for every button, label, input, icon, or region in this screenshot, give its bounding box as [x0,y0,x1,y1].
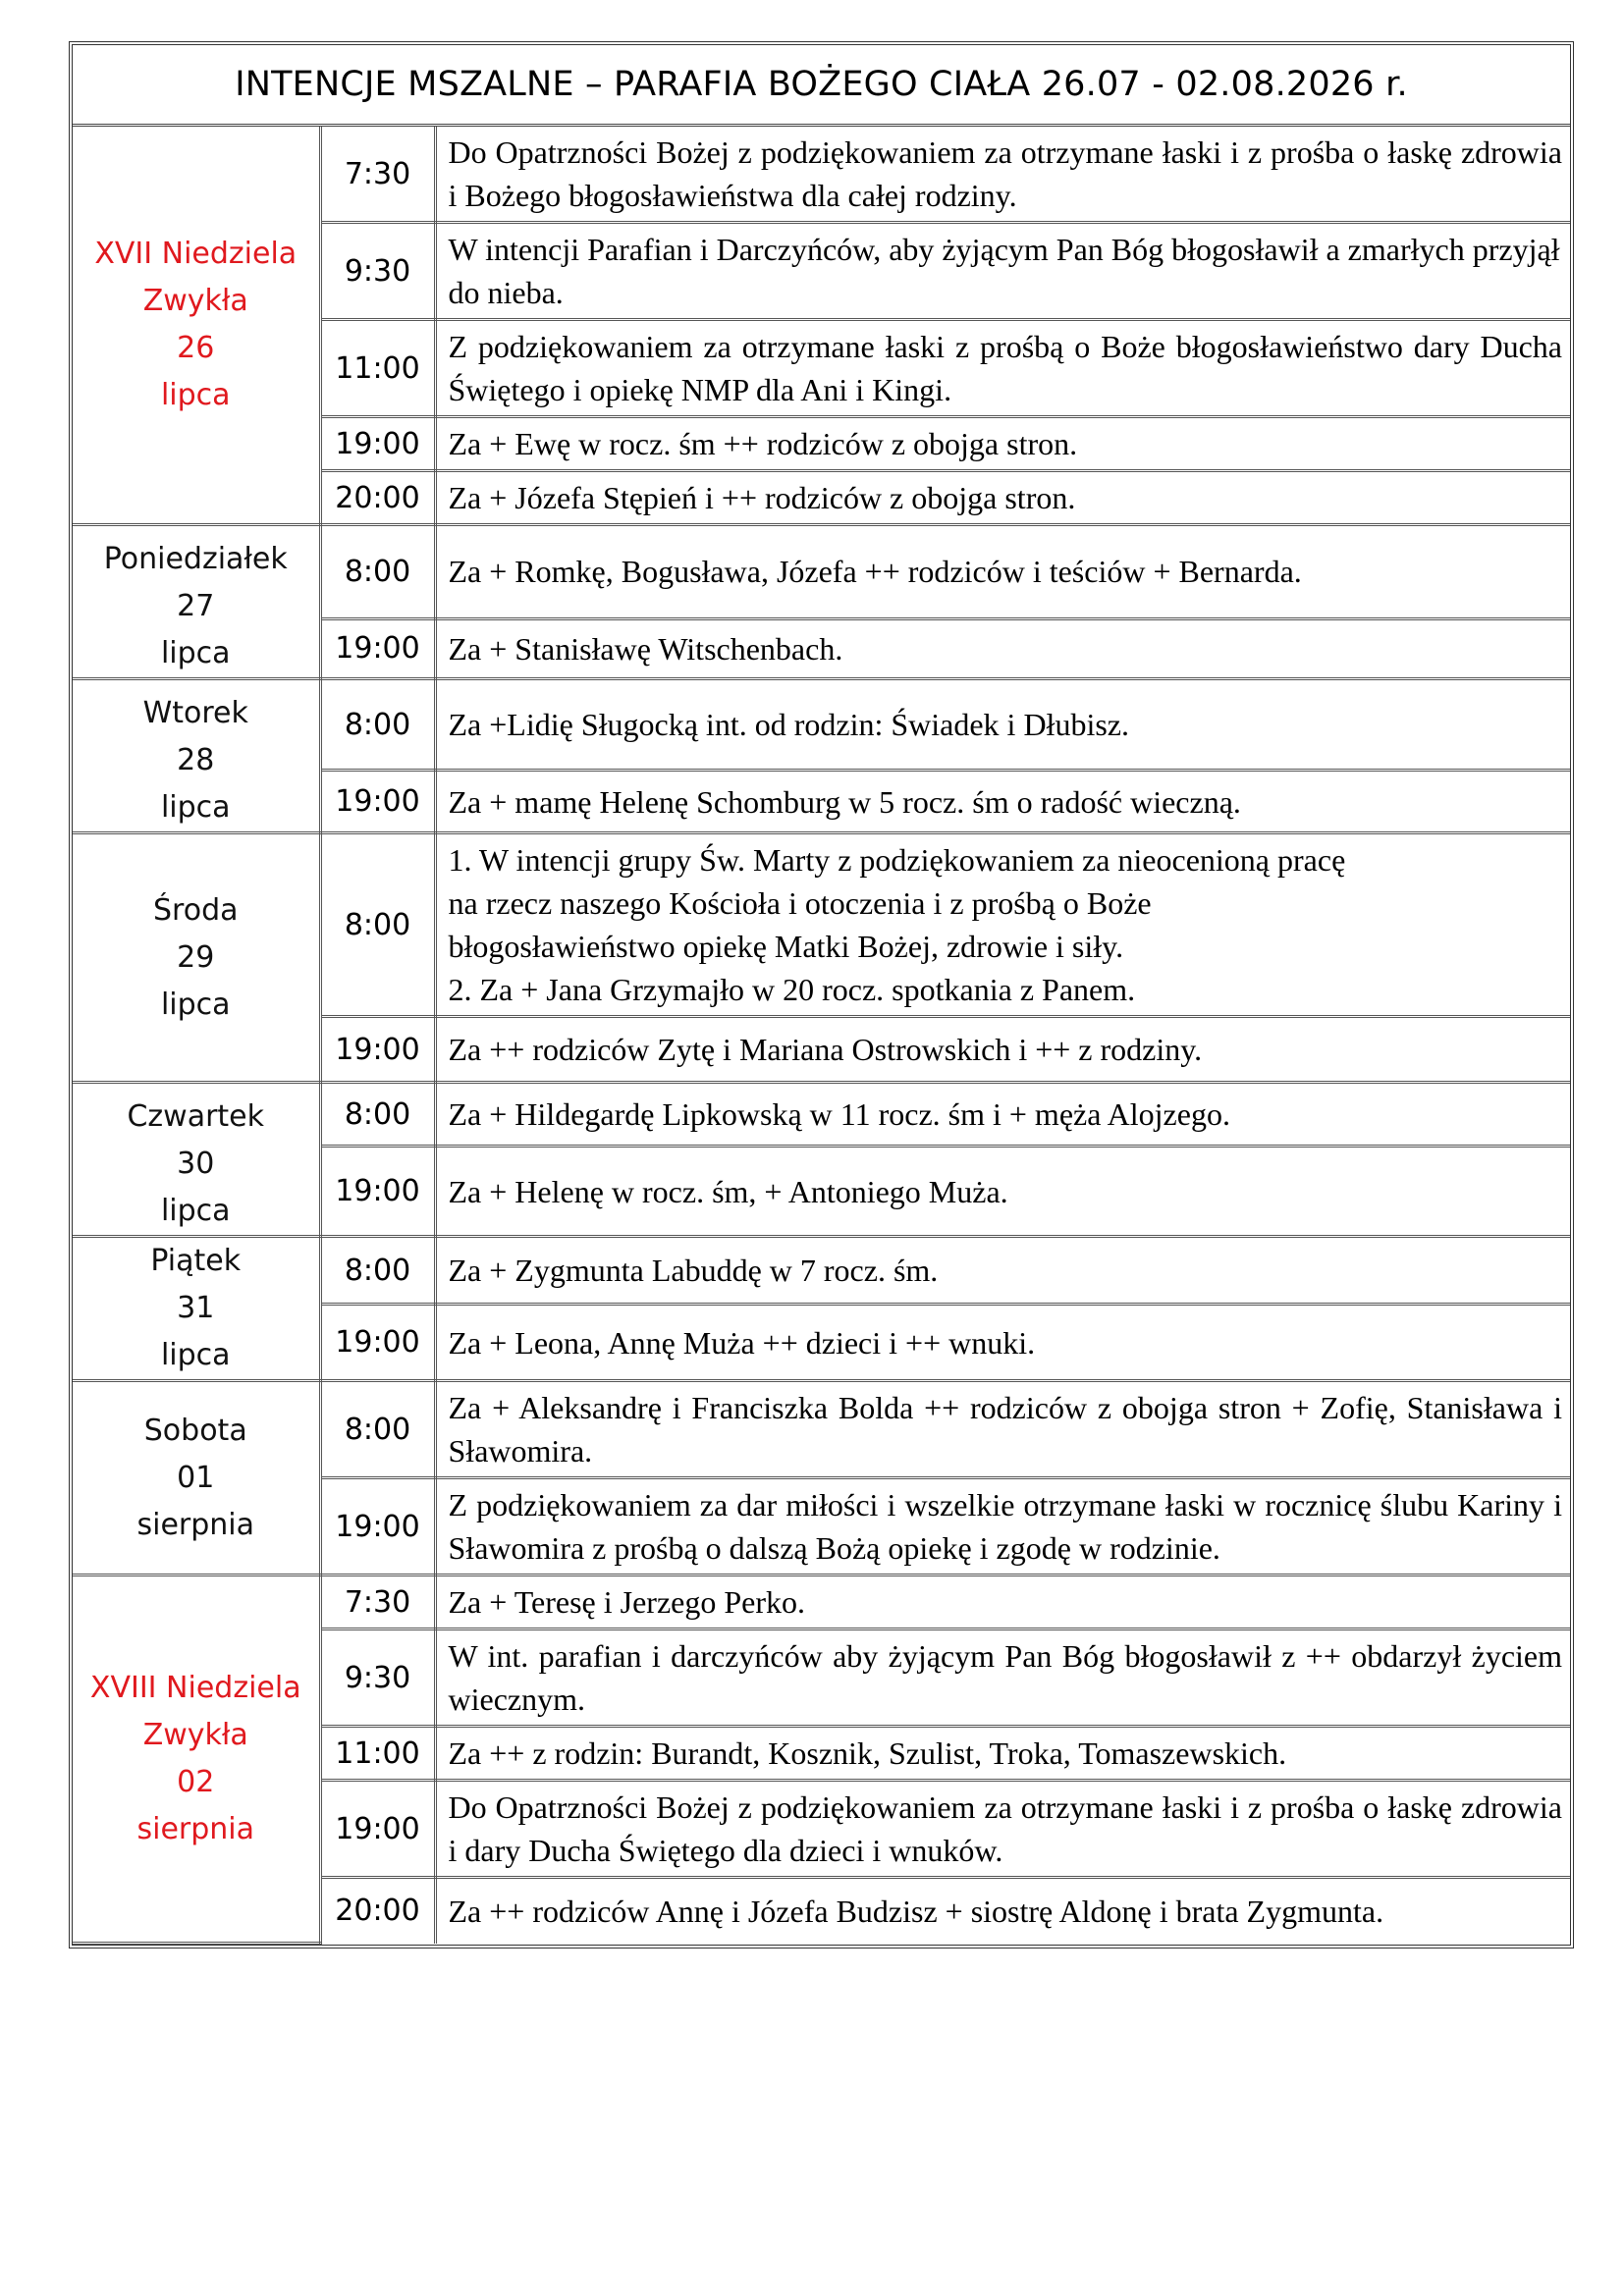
day-label-line: 31 [177,1291,215,1325]
intention-text: Za + Leona, Annę Muża ++ dzieci i ++ wnuki. [435,1305,1570,1381]
intention-text: Za ++ rodziców Zytę i Mariana Ostrowskich i ++ z rodziny. [435,1017,1570,1083]
mass-row [73,1237,1570,1305]
mass-time: 7:30 [320,1575,435,1629]
day-name: Wtorek [142,696,248,730]
mass-time: 19:00 [320,1478,435,1575]
intention-text: Za ++ z rodzin: Burandt, Kosznik, Szulist, Troka, Tomaszewskich. [435,1727,1570,1781]
day-label-line: 26 [177,331,215,365]
day-cell [73,1575,320,1944]
day-name: XVII Niedziela [94,237,298,271]
intention-text: Za + Aleksandrę i Franciszka Bolda ++ rodziców z obojga stron + Zofię, Stanisława i Sławomira. [435,1381,1570,1478]
intention-text: W intencji Parafian i Darczyńców, aby żyjącym Pan Bóg błogosławił a zmarłych przyjął do nieba. [435,223,1570,320]
intentions-table [73,127,1570,1945]
mass-row [73,127,1570,223]
mass-time: 19:00 [320,618,435,678]
mass-time: 8:00 [320,1381,435,1478]
mass-time: 20:00 [320,1878,435,1944]
intention-line: 2. Za + Jana Grzymajło w 20 rocz. spotkania z Panem. [448,972,1136,1007]
intention-text: Za + mamę Helenę Schomburg w 5 rocz. śm o radość wieczną. [435,771,1570,833]
day-label-line: lipca [160,1338,231,1372]
mass-time: 8:00 [320,1237,435,1305]
mass-time: 9:30 [320,223,435,320]
day-label-line: lipca [160,987,231,1022]
mass-time: 19:00 [320,1781,435,1878]
mass-time: 19:00 [320,1017,435,1083]
mass-time: 8:00 [320,679,435,771]
mass-row [73,833,1570,1017]
day-cell [73,525,320,679]
mass-row [73,525,1570,619]
intention-text: Za + Józefa Stępień i ++ rodziców z obojga stron. [435,471,1570,525]
intentions-sheet [69,41,1574,1949]
day-label-line: 29 [177,939,215,975]
day-cell [73,833,320,1083]
day-name: Czwartek [127,1099,265,1134]
day-label-line: Zwykła [142,284,248,318]
mass-time: 8:00 [320,1083,435,1147]
intention-text: Za + Teresę i Jerzego Perko. [435,1575,1570,1629]
intention-text: Za + Hildegardę Lipkowską w 11 rocz. śm i + męża Alojzego. [435,1083,1570,1147]
day-label-line: 27 [177,589,215,623]
mass-row [73,1381,1570,1478]
intention-text: Za ++ rodziców Annę i Józefa Budzisz + siostrę Aldonę i brata Zygmunta. [435,1878,1570,1944]
intention-text: Za + Ewę w rocz. śm ++ rodziców z obojga stron. [435,417,1570,471]
intention-text: Za + Zygmunta Labuddę w 7 rocz. śm. [435,1237,1570,1305]
mass-time: 8:00 [320,525,435,619]
intention-text: Z podziękowaniem za dar miłości i wszelkie otrzymane łaski w rocznicę ślubu Kariny i Sławomira z prośbą o dalszą Bożą opiekę i zgodę w rodzinie. [435,1478,1570,1575]
day-label-line: lipca [160,378,231,412]
mass-time: 19:00 [320,417,435,471]
day-label-line: sierpnia [136,1507,255,1542]
day-label-line: lipca [160,1194,231,1228]
day-label-line: sierpnia [136,1812,255,1846]
intention-text: Za +Lidię Sługocką int. od rodzin: Świadek i Dłubisz. [435,679,1570,771]
mass-time: 11:00 [320,1727,435,1781]
intention-text [435,833,1570,1017]
mass-time: 19:00 [320,771,435,833]
intention-text: Za + Helenę w rocz. śm, + Antoniego Muża. [435,1147,1570,1237]
day-label-line: Zwykła [142,1718,248,1752]
mass-row [73,1575,1570,1629]
intention-text: Do Opatrzności Bożej z podziękowaniem za otrzymane łaski i z prośba o łaskę zdrowia i dary Ducha Świętego dla dzieci i wnuków. [435,1781,1570,1878]
mass-time: 20:00 [320,471,435,525]
mass-time: 19:00 [320,1305,435,1381]
day-label-line: 30 [177,1147,215,1181]
mass-time: 19:00 [320,1147,435,1237]
day-label-line: 01 [177,1460,215,1495]
day-name: Sobota [143,1413,247,1448]
mass-time: 9:30 [320,1629,435,1727]
day-label-line: 02 [177,1765,215,1799]
day-cell [73,127,320,525]
mass-time: 8:00 [320,833,435,1017]
mass-row [73,1083,1570,1147]
day-label-line: lipca [160,636,231,670]
mass-row [73,679,1570,771]
day-cell [73,1083,320,1237]
day-name: Piątek [150,1244,242,1278]
mass-time: 11:00 [320,320,435,417]
intention-line: 1. W intencji grupy Św. Marty z podziękowaniem za nieocenioną pracę [448,842,1346,878]
intention-text: Z podziękowaniem za otrzymane łaski z prośbą o Boże błogosławieństwo dary Ducha Świętego i opiekę NMP dla Ani i Kingi. [435,320,1570,417]
day-cell [73,1381,320,1575]
intention-line: na rzecz naszego Kościoła i otoczenia i z prośbą o Boże [448,885,1152,921]
day-label-line: 28 [177,743,215,777]
day-cell [73,679,320,833]
intention-text: W int. parafian i darczyńców aby żyjącym Pan Bóg błogosławił z ++ obdarzył życiem wiecznym. [435,1629,1570,1727]
mass-time: 7:30 [320,127,435,223]
day-name: Środa [153,892,239,928]
day-label-line: lipca [160,790,231,825]
intention-text: Za + Romkę, Bogusława, Józefa ++ rodziców i teściów + Bernarda. [435,525,1570,619]
intention-line: błogosławieństwo opiekę Matki Bożej, zdrowie i siły. [448,929,1124,964]
intention-text: Za + Stanisławę Witschenbach. [435,618,1570,678]
day-cell [73,1237,320,1381]
page-title: INTENCJE MSZALNE – PARAFIA BOŻEGO CIAŁA 26.07 - 02.08.2026 r. [73,45,1570,127]
day-name: Poniedziałek [103,542,288,576]
intention-text: Do Opatrzności Bożej z podziękowaniem za otrzymane łaski i z prośba o łaskę zdrowia i Bożego błogosławieństwa dla całej rodziny. [435,127,1570,223]
day-name: XVIII Niedziela [89,1671,301,1705]
